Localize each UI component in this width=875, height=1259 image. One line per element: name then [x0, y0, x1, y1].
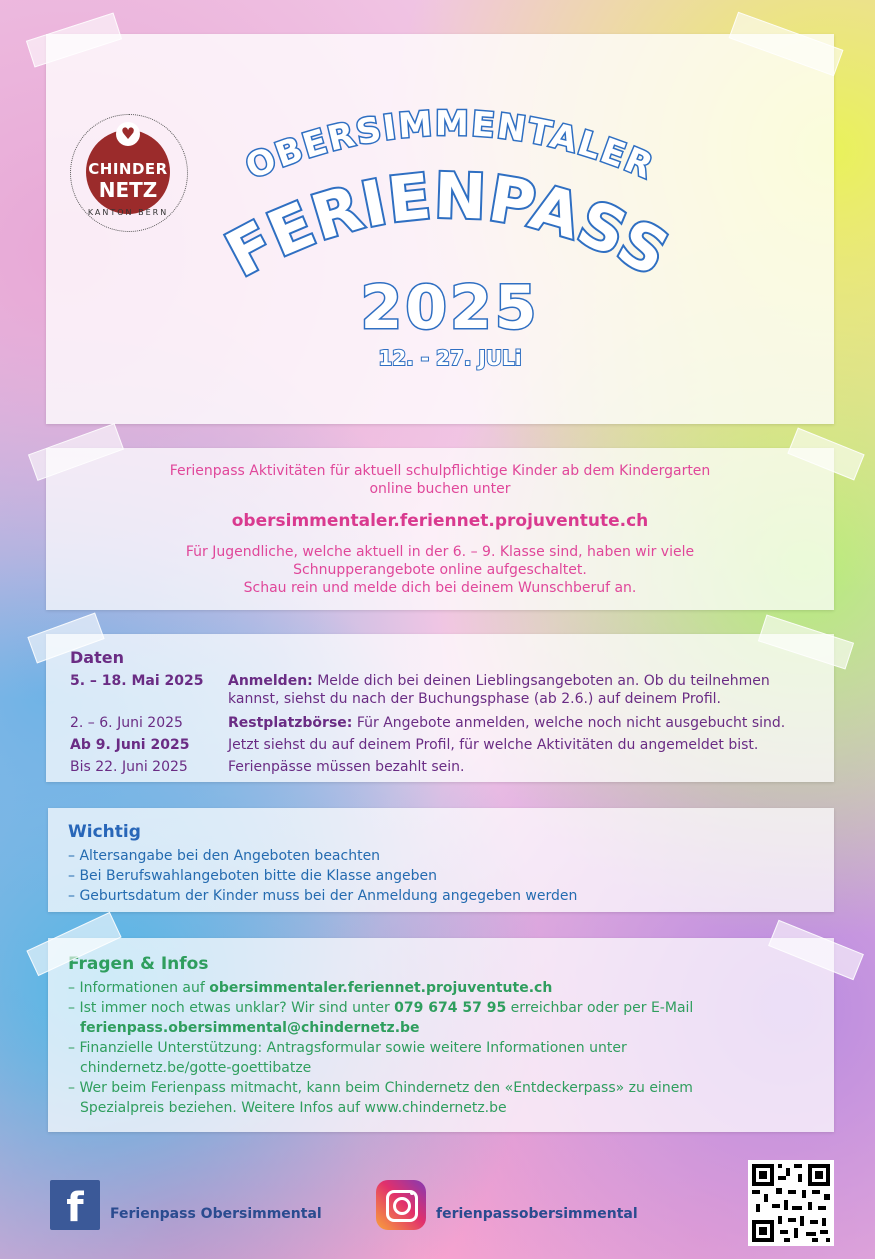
questions-card	[48, 938, 834, 1132]
list-item	[68, 998, 820, 1018]
date-event-text: Melde dich bei deinen Lieblingsangeboten an. Ob du teilnehmen	[312, 673, 770, 689]
title-top-text: OBERSIMMENTALER	[240, 103, 660, 188]
date-label: Ab 9. Juni 2025	[70, 737, 190, 753]
logo-text-line2: NETZ	[98, 178, 158, 202]
item-text: – Informationen auf	[68, 980, 210, 996]
list-item	[68, 1098, 820, 1118]
info-line-2: online buchen unter	[369, 481, 511, 497]
heart-icon: ♥	[116, 122, 140, 146]
date-event-text: Jetzt siehst du auf deinem Profil, für welche Aktivitäten du angemeldet bist.	[228, 737, 759, 753]
year-text: 2025	[360, 273, 540, 343]
instagram-link[interactable]: ferienpassobersimmental	[436, 1206, 638, 1222]
list-item	[68, 978, 820, 998]
title-main-text: FERIENPASS	[214, 158, 681, 291]
date-label: 5. – 18. Mai 2025	[70, 673, 204, 689]
info-line-5: Schau rein und melde dich bei deinem Wunschberuf an.	[243, 580, 637, 596]
item-text: – Wer beim Ferienpass mitmacht, kann beim Chindernetz den «Entdeckerpass» zu einem	[68, 1080, 693, 1096]
date-label: 2. – 6. Juni 2025	[70, 715, 183, 731]
list-item: – Geburtsdatum der Kinder muss bei der Anmeldung angegeben werden	[68, 888, 578, 904]
phone-number-link[interactable]: 079 674 57 95	[394, 1000, 507, 1016]
date-event-text-cont: kannst, siehst du nach der Buchungsphase (ab 2.6.) auf deinem Profil.	[228, 691, 722, 707]
event-dates-text: 12. - 27. JULi	[378, 346, 522, 370]
email-link[interactable]: ferienpass.obersimmental@chindernetz.be	[80, 1020, 420, 1036]
list-item	[68, 1078, 820, 1098]
logo-text-line1: CHINDER	[88, 160, 168, 178]
facebook-link[interactable]: Ferienpass Obersimmental	[110, 1206, 322, 1222]
item-text: erreichbar oder per E-Mail	[506, 1000, 694, 1016]
info-url-link[interactable]: obersimmentaler.feriennet.projuventute.ch	[209, 980, 553, 996]
list-item: – Altersangabe bei den Angeboten beachten	[68, 848, 381, 864]
list-item	[68, 1018, 820, 1038]
date-event-text: Ferienpässe müssen bezahlt sein.	[228, 759, 465, 775]
support-url-link[interactable]: chindernetz.be/gotte-goettibatze	[80, 1060, 312, 1076]
info-card	[46, 448, 834, 610]
list-item	[68, 1058, 820, 1078]
info-line-3: Für Jugendliche, welche aktuell in der 6. – 9. Klasse sind, haben wir viele	[185, 544, 695, 560]
info-line-4: Schnupperangebote online aufgeschaltet.	[293, 562, 587, 578]
item-text: – Ist immer noch etwas unklar? Wir sind unter	[68, 1000, 395, 1016]
booking-url-link[interactable]: obersimmentaler.feriennet.projuventute.ch	[231, 511, 649, 531]
date-event-label: Restplatzbörse:	[228, 715, 353, 731]
instagram-icon[interactable]	[376, 1180, 426, 1230]
ferienpass-title-artwork	[190, 90, 710, 380]
dates-card	[46, 634, 834, 782]
important-card	[48, 808, 834, 912]
qr-code[interactable]	[748, 1160, 834, 1246]
important-list	[68, 846, 820, 906]
questions-heading: Fragen & Infos	[68, 954, 209, 974]
list-item	[68, 1038, 820, 1058]
item-text: – Finanzielle Unterstützung: Antragsformular sowie weitere Informationen unter	[68, 1040, 627, 1056]
item-text: Spezialpreis beziehen. Weitere Infos auf www.chindernetz.be	[80, 1100, 507, 1116]
important-heading: Wichtig	[68, 822, 141, 842]
list-item: – Bei Berufswahlangeboten bitte die Klasse angeben	[68, 868, 437, 884]
date-event-text: Für Angebote anmelden, welche noch nicht ausgebucht sind.	[352, 715, 786, 731]
questions-list	[68, 978, 820, 1118]
date-label: Bis 22. Juni 2025	[70, 759, 188, 775]
facebook-icon[interactable]: f	[50, 1180, 100, 1230]
dates-heading: Daten	[70, 648, 124, 667]
logo-subtitle: KANTON BERN	[87, 208, 169, 217]
date-event-label: Anmelden:	[228, 673, 313, 689]
chindernetz-logo	[86, 124, 170, 214]
info-line-1: Ferienpass Aktivitäten für aktuell schulpflichtige Kinder ab dem Kindergarten	[169, 463, 711, 479]
